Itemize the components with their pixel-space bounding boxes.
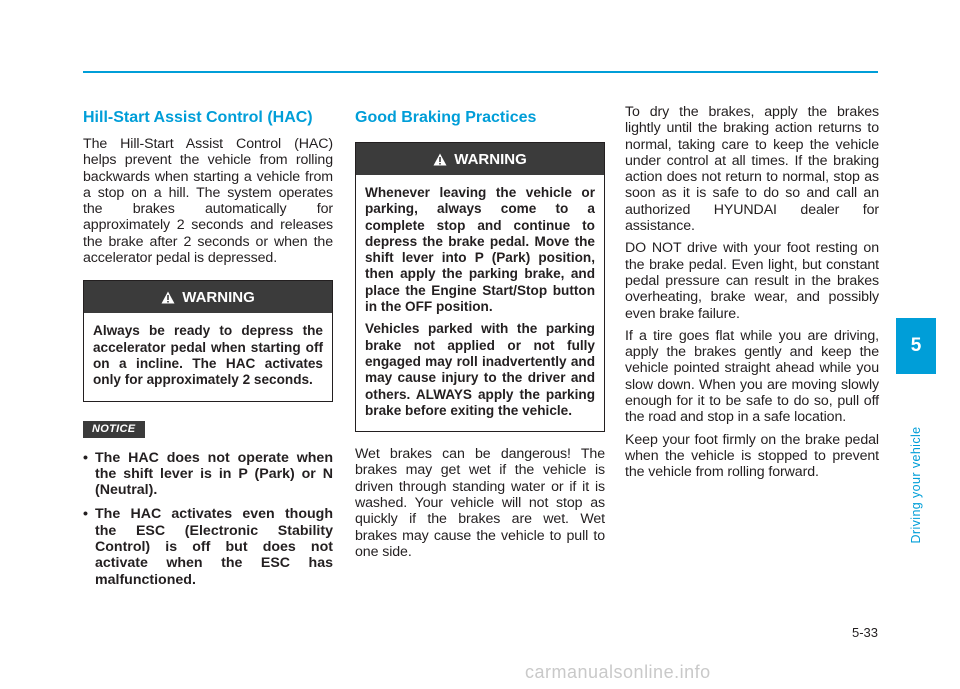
hac-warning-box [83, 280, 333, 401]
warning-label: WARNING [182, 288, 255, 306]
warning-label: WARNING [454, 150, 527, 168]
chapter-title: Driving your vehicle [909, 426, 923, 544]
column-2 [355, 104, 605, 566]
list-item: • The HAC activates even though the ESC (Electronic Stability Control) is off but does not activate when the ESC has malfunctioned. [83, 506, 333, 587]
top-rule [83, 71, 878, 73]
warning-header [84, 281, 332, 313]
page-number: 5-33 [851, 625, 878, 640]
hac-paragraph: The Hill-Start Assist Control (HAC) helps prevent the vehicle from rolling backwards when starting a vehicle from a stop on a hill. The system operates the brakes automatically for approximately 2 seconds and releases the brake after 2 seconds or when the accelerator pedal is depressed. [83, 136, 333, 267]
paragraph: Keep your foot firmly on the brake pedal when the vehicle is stopped to prevent the vehicle from rolling forward. [625, 431, 879, 481]
notice-list [83, 450, 333, 588]
chapter-tab: 5 [896, 318, 936, 374]
column-3 [625, 104, 879, 487]
notice-badge: NOTICE [83, 421, 145, 438]
warning-text: Whenever leaving the vehicle or parking, always come to a complete stop and continue to depress the brake pedal. Move the shift lever into P (Park) position, then apply the parking brake, and place the Engine Start/Stop button in the OFF position. [365, 185, 595, 315]
warning-triangle-icon [161, 291, 175, 304]
braking-warning-box [355, 142, 605, 432]
warning-text: Always be ready to depress the accelerator pedal when starting off on a incline. The HAC activates only for approximately 2 seconds. [93, 323, 323, 388]
paragraph: If a tire goes flat while you are driving, apply the brakes gently and keep the vehicle pointed straight ahead while you slow down. When you are moving slowly enough for it to be safe to do so, pull off the road and stop in a safe location. [625, 327, 879, 426]
paragraph: To dry the brakes, apply the brakes lightly until the braking action returns to normal, taking care to keep the vehicle under control at all times. If the braking action does not return to normal, stop as soon as it is safe to do so and call an authorized HYUNDAI dealer for assistance. [625, 104, 879, 235]
watermark: carmanualsonline.info [525, 662, 711, 682]
hac-heading: Hill-Start Assist Control (HAC) [83, 109, 313, 126]
warning-triangle-icon [433, 153, 447, 166]
warning-header [356, 143, 604, 175]
paragraph: DO NOT drive with your foot resting on the brake pedal. Even light, but constant pedal pressure can result in the brakes overheating, brake wear, and possibly even brake failure. [625, 240, 879, 322]
list-item: • The HAC does not operate when the shift lever is in P (Park) or N (Neutral). [83, 450, 333, 499]
wet-brakes-paragraph: Wet brakes can be dangerous! The brakes may get wet if the vehicle is driven through standing water or if it is washed. Your vehicle will not stop as quickly if the brakes are wet. Wet brakes may cause the vehicle to pull to one side. [355, 446, 605, 560]
column-1 [83, 104, 333, 596]
warning-text: Vehicles parked with the parking brake not applied or not fully engaged may roll inadvertently and may cause injury to the driver and others. ALWAYS apply the parking brake before exiting the vehicle. [365, 321, 595, 418]
braking-heading: Good Braking Practices [355, 109, 537, 126]
